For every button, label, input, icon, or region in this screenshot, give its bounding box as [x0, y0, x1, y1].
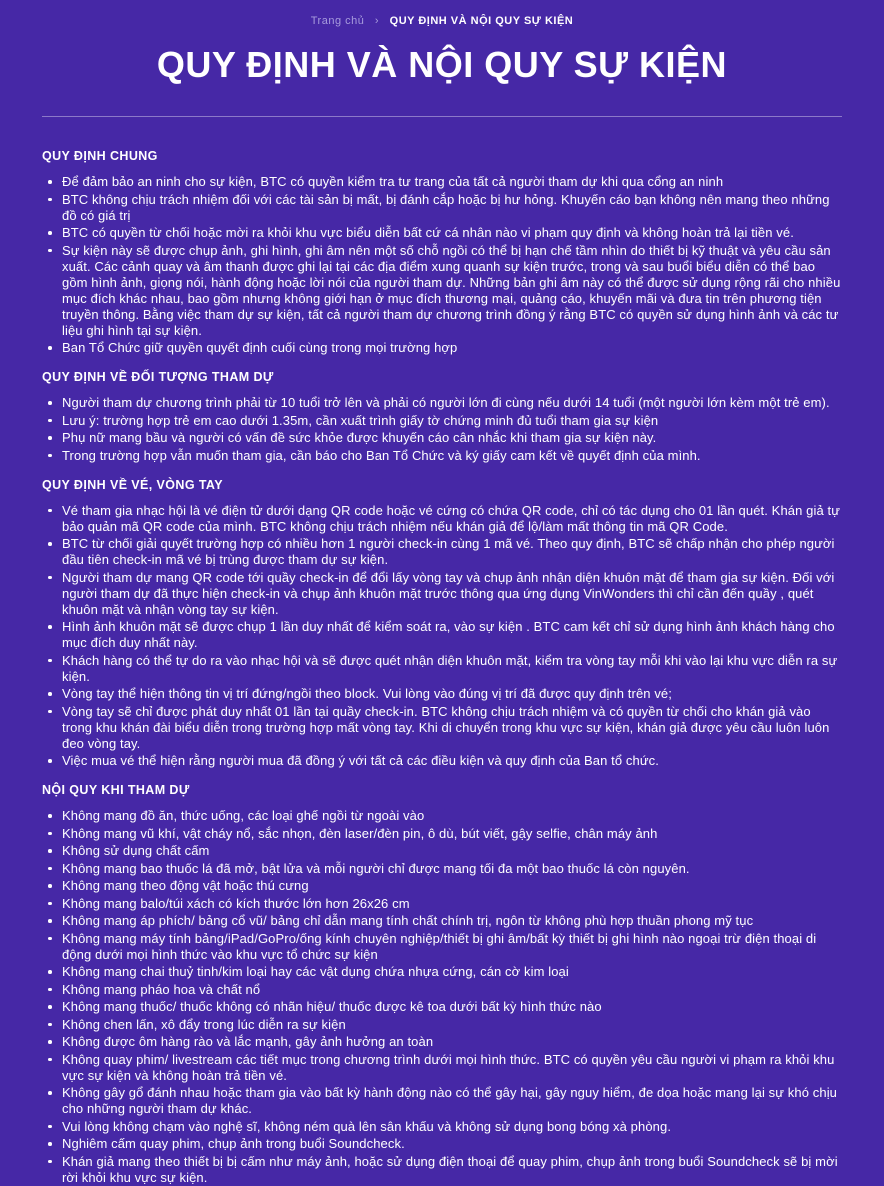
rule-item: Không mang máy tính bảng/iPad/GoPro/ống kính chuyên nghiệp/thiết bị ghi âm/bất kỳ thiết bị ghi hình nào ngoại trừ điện thoại di động dưới mọi hình thức vào khu vực tổ chức sự kiện [42, 931, 842, 963]
rule-item: Vui lòng không chạm vào nghệ sĩ, không ném quà lên sân khấu và không sử dụng bong bóng xà phòng. [42, 1119, 842, 1135]
rule-item: Khách hàng có thể tự do ra vào nhạc hội và sẽ được quét nhận diện khuôn mặt, kiểm tra vòng tay mỗi khi vào lại khu vực diễn ra sự kiện. [42, 653, 842, 685]
content-container [42, 116, 842, 1186]
rule-item: Ban Tổ Chức giữ quyền quyết định cuối cùng trong mọi trường hợp [42, 340, 842, 356]
breadcrumb [0, 0, 884, 27]
breadcrumb-current-page: QUY ĐỊNH VÀ NỘI QUY SỰ KIỆN [389, 15, 574, 27]
rule-item: Khán giả mang theo thiết bị bị cấm như máy ảnh, hoặc sử dụng điện thoại để quay phim, chụp ảnh trong buổi Soundcheck sẽ bị mời rời khỏi khu vực sự kiện. [42, 1154, 842, 1186]
rule-item: Không chen lấn, xô đẩy trong lúc diễn ra sự kiện [42, 1017, 842, 1033]
section-heading: QUY ĐỊNH CHUNG [42, 149, 158, 164]
section-heading: QUY ĐỊNH VỀ ĐỐI TƯỢNG THAM DỰ [42, 370, 274, 385]
breadcrumb-home-link[interactable]: Trang chủ [310, 15, 365, 27]
rule-item: Không mang theo động vật hoặc thú cưng [42, 878, 842, 894]
rules-list [42, 808, 842, 1186]
section-heading: QUY ĐỊNH VỀ VÉ, VÒNG TAY [42, 477, 223, 492]
section-noi-quy-khi-tham-du [42, 782, 842, 1186]
rules-list [42, 395, 842, 464]
rule-item: Không mang chai thuỷ tinh/kim loại hay các vật dụng chứa nhựa cứng, cán cờ kim loại [42, 964, 842, 980]
rule-item: Không mang balo/túi xách có kích thước lớn hơn 26x26 cm [42, 896, 842, 912]
rule-item: Trong trường hợp vẫn muốn tham gia, cần báo cho Ban Tổ Chức và ký giấy cam kết về quyết định của mình. [42, 448, 842, 464]
rule-item: Không mang vũ khí, vật cháy nổ, sắc nhọn, đèn laser/đèn pin, ô dù, bút viết, gậy selfie, chân máy ảnh [42, 826, 842, 842]
page-title: QUY ĐỊNH VÀ NỘI QUY SỰ KIỆN [156, 44, 728, 85]
rule-item: Việc mua vé thể hiện rằng người mua đã đồng ý với tất cả các điều kiện và quy định của Ban tổ chức. [42, 753, 842, 769]
rule-item: Không sử dụng chất cấm [42, 843, 842, 859]
section-doi-tuong-tham-du [42, 369, 842, 464]
rule-item: Vòng tay sẽ chỉ được phát duy nhất 01 lần tại quầy check-in. BTC không chịu trách nhiệm và có quyền từ chối cho khán giả vào trong khu khán đài biểu diễn trong trường hợp mất vòng tay. Khi di chuyển trong khu vực sự kiện, khán giả được yêu cầu luôn luôn đeo vòng tay. [42, 704, 842, 752]
rule-item: Phụ nữ mang bầu và người có vấn đề sức khỏe được khuyến cáo cân nhắc khi tham gia sự kiện này. [42, 430, 842, 446]
rule-item: Không được ôm hàng rào và lắc mạnh, gây ảnh hưởng an toàn [42, 1034, 842, 1050]
rule-item: Vé tham gia nhạc hội là vé điện tử dưới dạng QR code hoặc vé cứng có chứa QR code, chỉ có tác dụng cho 01 lần quét. Khán giả tự bảo quản mã QR code của mình. BTC không chịu trách nhiệm nếu khán giả để lộ/làm mất thông tin mã QR Code. [42, 503, 842, 535]
rule-item: Vòng tay thể hiện thông tin vị trí đứng/ngồi theo block. Vui lòng vào đúng vị trí đã được quy định trên vé; [42, 686, 842, 702]
rule-item: Để đảm bảo an ninh cho sự kiện, BTC có quyền kiểm tra tư trang của tất cả người tham dự khi qua cổng an ninh [42, 174, 842, 190]
rules-list [42, 174, 842, 356]
rule-item: Nghiêm cấm quay phim, chụp ảnh trong buổi Soundcheck. [42, 1136, 842, 1152]
rule-item: Không mang pháo hoa và chất nổ [42, 982, 842, 998]
section-quy-dinh-chung [42, 148, 842, 356]
rule-item: Hình ảnh khuôn mặt sẽ được chụp 1 lần duy nhất để kiểm soát ra, vào sự kiện . BTC cam kết chỉ sử dụng hình ảnh khách hàng cho mục đích duy nhất này. [42, 619, 842, 651]
rule-item: Lưu ý: trường hợp trẻ em cao dưới 1.35m, cần xuất trình giấy tờ chứng minh đủ tuổi tham gia sự kiện [42, 413, 842, 429]
rule-item: BTC không chịu trách nhiệm đối với các tài sản bị mất, bị đánh cắp hoặc bị hư hỏng. Khuyến cáo bạn không nên mang theo những đồ có giá trị [42, 192, 842, 224]
rule-item: Không mang đồ ăn, thức uống, các loại ghế ngồi từ ngoài vào [42, 808, 842, 824]
divider [42, 116, 842, 117]
rule-item: Sự kiện này sẽ được chụp ảnh, ghi hình, ghi âm nên một số chỗ ngồi có thể bị hạn chế tầm nhìn do thiết bị kỹ thuật và yêu cầu sản xuất. Các cảnh quay và âm thanh được ghi lại tại các địa điểm xung quanh sự kiện trước, trong và sau buổi biểu diễn có thể bao gồm hình ảnh, giọng nói, hành động hoặc lời nói của người tham dự. Những bản ghi âm này có thể được sử dụng rộng rãi cho nhiều mục đích khác nhau, bao gồm nhưng không giới hạn ở mục đích thương mại, quảng cáo, khuyến mãi và đưa tin trên phương tiện truyền thông. Bằng việc tham dự sự kiện, tất cả người tham dự chương trình đồng ý rằng BTC có quyền sử dụng hình ảnh và các tư liệu ghi hình tại sự kiện. [42, 243, 842, 339]
rule-item: Không gây gổ đánh nhau hoặc tham gia vào bất kỳ hành động nào có thể gây hại, gây nguy hiểm, đe dọa hoặc mang lại sự khó chịu cho những người tham dự khác. [42, 1085, 842, 1117]
rules-list [42, 503, 842, 770]
rule-item: Không quay phim/ livestream các tiết mục trong chương trình dưới mọi hình thức. BTC có quyền yêu cầu người vi phạm ra khỏi khu vực sự kiện và không hoàn trả tiền vé. [42, 1052, 842, 1084]
rule-item: BTC từ chối giải quyết trường hợp có nhiều hơn 1 người check-in cùng 1 mã vé. Theo quy định, BTC sẽ chấp nhận cho phép người đầu tiên check-in mã vé bị trùng được tham dự sự kiện. [42, 536, 842, 568]
rule-item: Không mang thuốc/ thuốc không có nhãn hiệu/ thuốc được kê toa dưới bất kỳ hình thức nào [42, 999, 842, 1015]
section-ve-vong-tay [42, 477, 842, 770]
rule-item: BTC có quyền từ chối hoặc mời ra khỏi khu vực biểu diễn bất cứ cá nhân nào vi phạm quy định và không hoàn trả lại tiền vé. [42, 225, 842, 241]
rule-item: Người tham dự chương trình phải từ 10 tuổi trở lên và phải có người lớn đi cùng nếu dưới 14 tuổi (một người lớn kèm một trẻ em). [42, 395, 842, 411]
rule-item: Không mang bao thuốc lá đã mở, bật lửa và mỗi người chỉ được mang tối đa một bao thuốc lá còn nguyên. [42, 861, 842, 877]
breadcrumb-chevron-icon: › [374, 15, 380, 27]
section-heading: NỘI QUY KHI THAM DỰ [42, 783, 190, 798]
rule-item: Không mang áp phích/ bảng cổ vũ/ bảng chỉ dẫn mang tính chất chính trị, ngôn từ không phù hợp thuần phong mỹ tục [42, 913, 842, 929]
rule-item: Người tham dự mang QR code tới quầy check-in để đổi lấy vòng tay và chụp ảnh nhận diện khuôn mặt để tham gia sự kiện. Đối với người tham dự đã thực hiện check-in và chụp ảnh khuôn mặt trước thông qua ứng dụng VinWonders thì chỉ cần đến quầy , quét khuôn mặt và nhận vòng tay sự kiện. [42, 570, 842, 618]
